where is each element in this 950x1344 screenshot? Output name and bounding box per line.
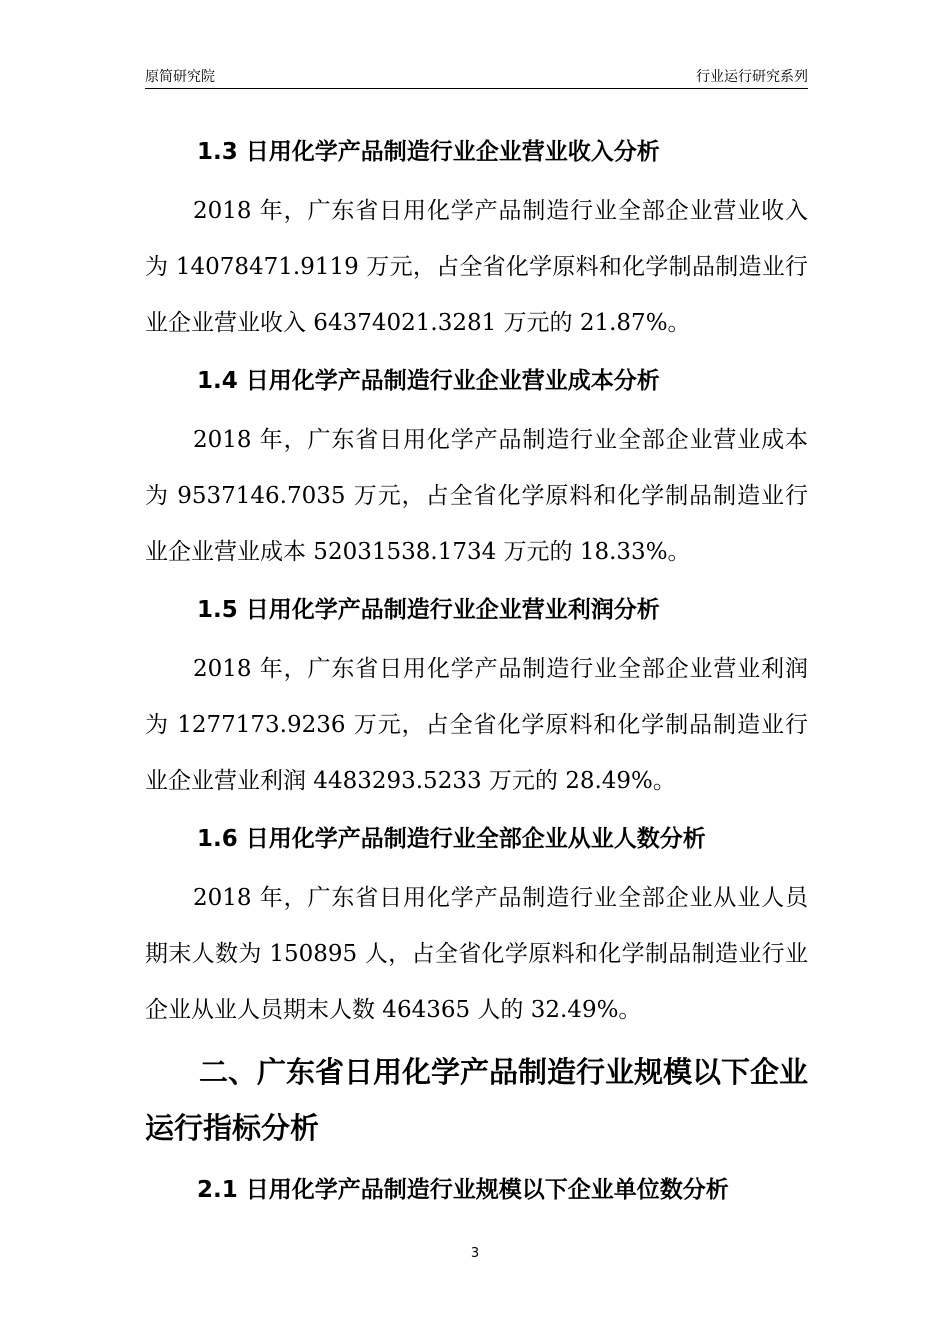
- section-heading-1-6: 1.6 日用化学产品制造行业全部企业从业人数分析: [197, 826, 706, 852]
- section-paragraph-1-3: 2018 年，广东省日用化学产品制造行业全部企业营业收入为 14078471.9119 万元，占全省化学原料和化学制品制造业行业企业营业收入 64374021.3281 万元的 21.87%。: [145, 198, 808, 336]
- document-body: [145, 128, 808, 1221]
- section-heading-1-5: 1.5 日用化学产品制造行业企业营业利润分析: [197, 597, 660, 623]
- header-org-name: 原简研究院: [145, 69, 215, 85]
- header-divider: [145, 88, 808, 89]
- section-paragraph-1-5: 2018 年，广东省日用化学产品制造行业全部企业营业利润为 1277173.9236 万元，占全省化学原料和化学制品制造业行业企业营业利润 4483293.5233 万元的 28.49%。: [145, 656, 808, 794]
- chapter-heading-2: 二、广东省日用化学产品制造行业规模以下企业运行指标分析: [145, 1055, 809, 1145]
- section-paragraph-1-6: 2018 年，广东省日用化学产品制造行业全部企业从业人员期末人数为 150895 人，占全省化学原料和化学制品制造业行业企业从业人员期末人数 464365 人的 32.49%。: [145, 885, 808, 1023]
- section-heading-2-1: 2.1 日用化学产品制造行业规模以下企业单位数分析: [197, 1177, 729, 1203]
- header-series-name: 行业运行研究系列: [696, 69, 808, 85]
- section-heading-1-4: 1.4 日用化学产品制造行业企业营业成本分析: [197, 368, 660, 394]
- page-number: 3: [470, 1246, 480, 1261]
- page-header: [145, 66, 808, 88]
- section-paragraph-1-4: 2018 年，广东省日用化学产品制造行业全部企业营业成本为 9537146.7035 万元，占全省化学原料和化学制品制造业行业企业营业成本 52031538.1734 万元的 18.33%。: [145, 427, 808, 565]
- section-heading-1-3: 1.3 日用化学产品制造行业企业营业收入分析: [197, 139, 660, 165]
